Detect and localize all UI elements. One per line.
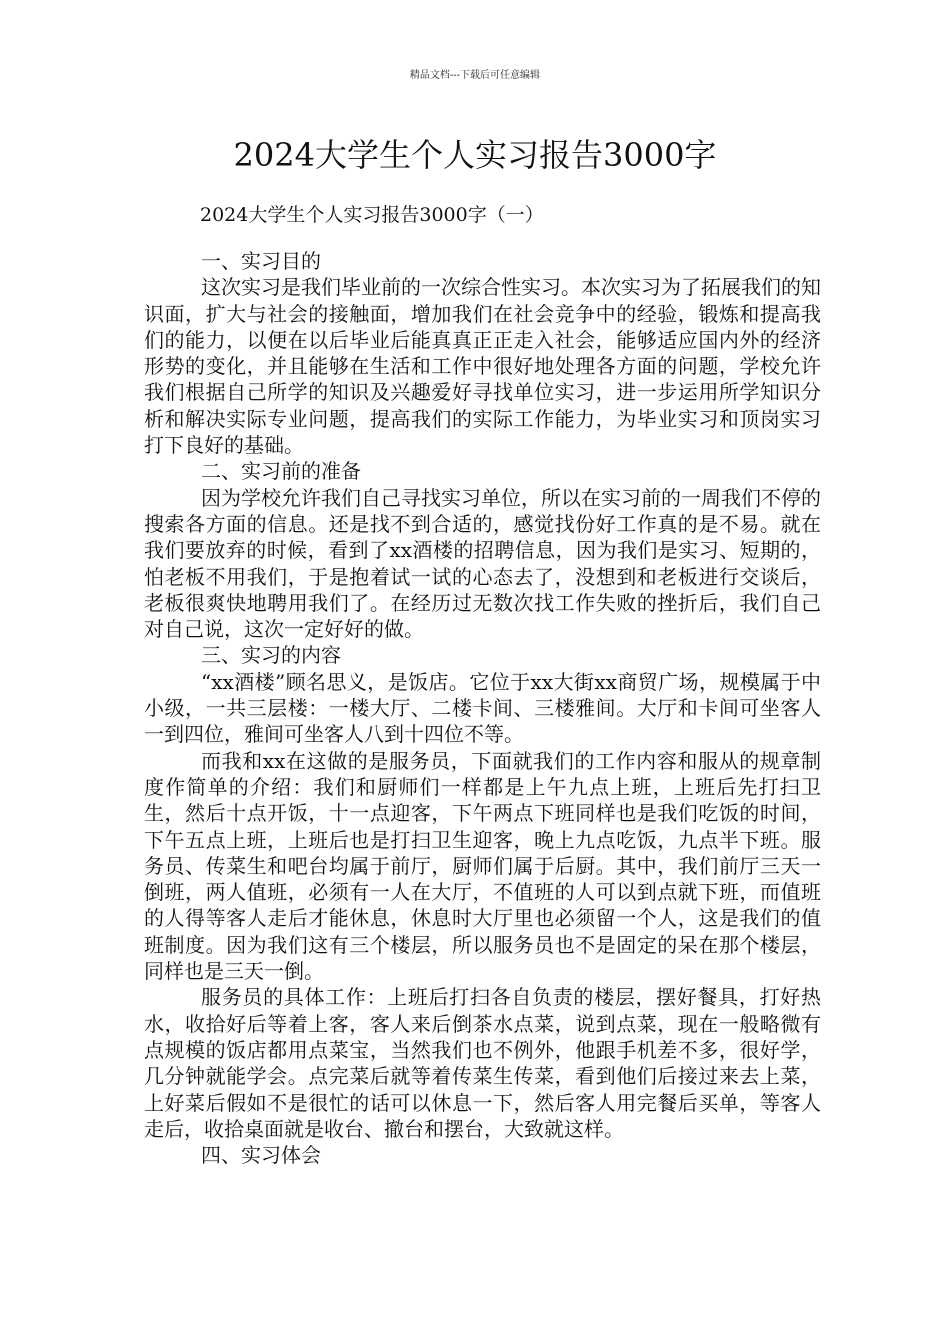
paragraph-content-3: 服务员的具体工作：上班后打扫各自负责的楼层，摆好餐具，打好热水，收拾好后等着上客，客人来后倒茶水点菜，说到点菜，现在一般略微有点规模的饭店都用点菜宝，当然我们也不例外，他跟手机差不多，很好学，几分钟就能学会。点完菜后就等着传菜生传菜，看到他们后接过来去上菜，上好菜后假如不是很忙的话可以休息一下，然后客人用完餐后买单，等客人走后，收拾桌面就是收台、撤台和摆台，大致就这样。 [144,985,821,1141]
document-title: 2024大学生个人实习报告3000字 [233,136,717,174]
paragraph-content-1: “xx酒楼”顾名思义，是饭店。它位于xx大街xx商贸广场，规模属于中小级，一共三层楼：一楼大厅、二楼卡间、三楼雅间。大厅和卡间可坐客人一到四位，雅间可坐客人八到十四位不等。 [144,669,821,747]
section-heading-experience: 四、实习体会 [201,1143,321,1168]
section-heading-preparation: 二、实习前的准备 [201,459,361,484]
section-heading-content: 三、实习的内容 [201,643,341,668]
paragraph-preparation: 因为学校允许我们自己寻找实习单位，所以在实习前的一周我们不停的搜索各方面的信息。还是找不到合适的，感觉找份好工作真的是不易。就在我们要放弃的时候，看到了xx酒楼的招聘信息，因为我们是实习、短期的，怕老板不用我们，于是抱着试一试的心态去了，没想到和老板进行交谈后，老板很爽快地聘用我们了。在经历过无数次找工作失败的挫折后，我们自己对自己说，这次一定好好的做。 [144,485,821,642]
paragraph-content-2: 而我和xx在这做的是服务员，下面就我们的工作内容和服从的规章制度作简单的介绍：我们和厨师们一样都是上午九点上班，上班后先打扫卫生，然后十点开饭，十一点迎客，下午两点下班同样也是我们吃饭的时间，下午五点上班，上班后也是打扫卫生迎客，晚上九点吃饭，九点半下班。服务员、传菜生和吧台均属于前厅，厨师们属于后厨。其中，我们前厅三天一倒班，两人值班，必须有一人在大厅，不值班的人可以到点就下班，而值班的人得等客人走后才能休息，休息时大厅里也必须留一个人，这是我们的值班制度。因为我们这有三个楼层，所以服务员也不是固定的呆在那个楼层，同样也是三天一倒。 [144,748,821,984]
paragraph-purpose: 这次实习是我们毕业前的一次综合性实习。本次实习为了拓展我们的知识面，扩大与社会的接触面，增加我们在社会竞争中的经验，锻炼和提高我们的能力，以便在以后毕业后能真真正正走入社会，能够适应国内外的经济形势的变化，并且能够在生活和工作中很好地处理各方面的问题，学校允许我们根据自己所学的知识及兴趣爱好寻找单位实习，进一步运用所学知识分析和解决实际专业问题，提高我们的实际工作能力，为毕业实习和顶岗实习打下良好的基础。 [144,275,821,458]
document-subtitle: 2024大学生个人实习报告3000字（一） [200,204,544,226]
section-heading-purpose: 一、实习目的 [201,249,321,273]
document-body [144,248,821,1168]
header-note: 精品文档---下载后可任意编辑 [409,70,541,81]
